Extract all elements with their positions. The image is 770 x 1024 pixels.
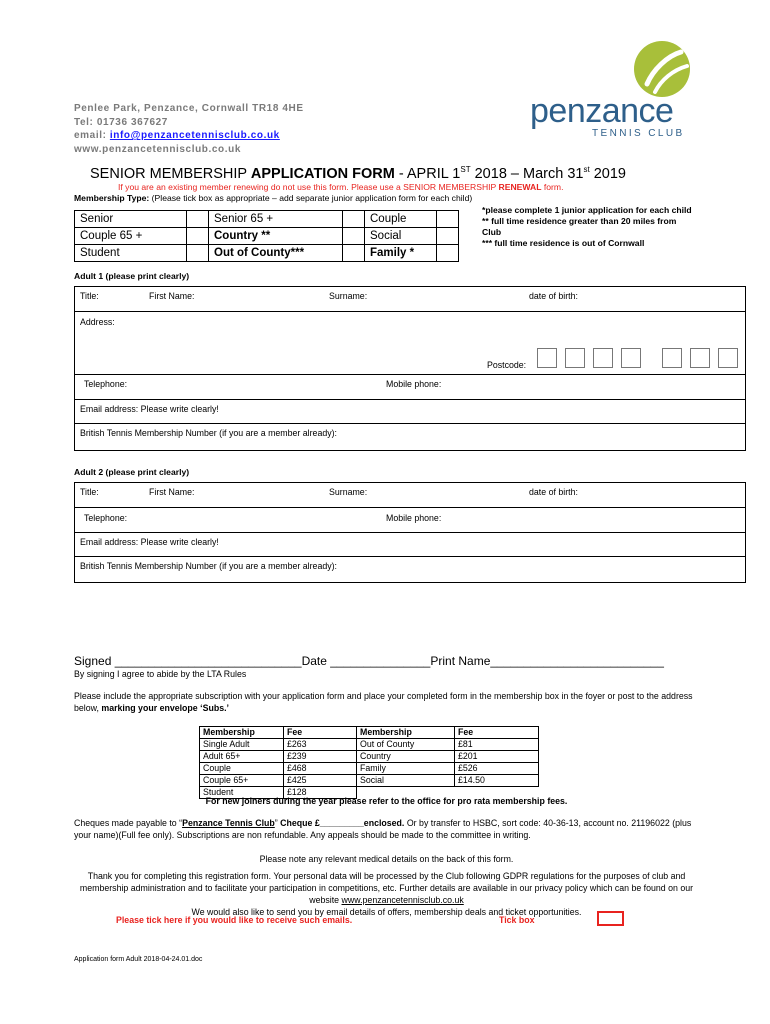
fees-row [200, 775, 539, 787]
type-student: Student [75, 245, 187, 262]
fee-type: Country [357, 751, 455, 763]
checkbox-senior[interactable] [187, 211, 209, 228]
page-title: SENIOR MEMBERSHIP APPLICATION FORM - APRIL 1ST 2018 – March 31st 2019 [90, 165, 626, 182]
adult2-telephone-label: Telephone: [84, 513, 128, 523]
fee-amount: £14.50 [455, 775, 539, 787]
checkbox-couple-65[interactable] [187, 228, 209, 245]
note-out-of-county: *** full time residence is out of Cornwall [482, 238, 645, 248]
email-opt-in-checkbox[interactable] [597, 911, 624, 926]
fee-amount: £81 [455, 739, 539, 751]
type-senior-65: Senior 65 + [209, 211, 343, 228]
type-couple: Couple [365, 211, 437, 228]
fees-row [200, 739, 539, 751]
fee-type: Single Adult [200, 739, 284, 751]
type-couple-65: Couple 65 + [75, 228, 187, 245]
fee-type: Out of County [357, 739, 455, 751]
type-family: Family * [365, 245, 437, 262]
medical-note: Please note any relevant medical details on the back of this form. [259, 854, 514, 864]
fee-type: Social [357, 775, 455, 787]
fees-row [200, 751, 539, 763]
fees-header-membership: Membership [200, 727, 284, 739]
signature-line[interactable]: Signed ____________________________Date _______________Print Name__________________________ [74, 654, 664, 668]
postcode-box-7[interactable] [718, 348, 738, 368]
club-telephone: Tel: 01736 367627 [74, 116, 168, 128]
adult2-heading: Adult 2 (please print clearly) [74, 467, 190, 477]
checkbox-couple[interactable] [437, 211, 459, 228]
fee-amount: £425 [284, 775, 357, 787]
subscription-instructions: Please include the appropriate subscription with your application form and place your completed form in the membership box in the foyer or post to the address below, marking your envelope ‘Subs.’ [74, 691, 693, 713]
email-opt-in-label: Please tick here if you would like to receive such emails. [116, 915, 353, 925]
fee-amount: £201 [455, 751, 539, 763]
fee-type: Adult 65+ [200, 751, 284, 763]
checkbox-social[interactable] [437, 228, 459, 245]
type-out-of-county: Out of County*** [209, 245, 343, 262]
checkbox-senior-65[interactable] [343, 211, 365, 228]
logo-wordmark: penzance [530, 92, 674, 130]
type-senior: Senior [75, 211, 187, 228]
postcode-box-2[interactable] [565, 348, 585, 368]
renewal-warning: If you are an existing member renewing do not use this form. Please use a SENIOR MEMBERSHIP RENEWAL form. [118, 182, 564, 192]
adult2-mobile-label: Mobile phone: [386, 513, 442, 523]
website-link[interactable]: www.penzancetennisclub.co.uk [341, 895, 464, 905]
note-junior: *please complete 1 junior application for each child [482, 205, 692, 215]
logo-subtitle: TENNIS CLUB [592, 128, 685, 139]
checkbox-family[interactable] [437, 245, 459, 262]
fee-type: Family [357, 763, 455, 775]
checkbox-out-of-county[interactable] [343, 245, 365, 262]
adult1-telephone-label: Telephone: [84, 379, 128, 389]
adult2-email-label: Email address: Please write clearly! [80, 537, 219, 547]
email-label: email: [74, 130, 110, 141]
adult1-form [74, 286, 746, 451]
adult2-surname-label: Surname: [329, 487, 368, 497]
adult2-dob-label: date of birth: [529, 487, 578, 497]
adult1-heading: Adult 1 (please print clearly) [74, 271, 190, 281]
adult1-mobile-label: Mobile phone: [386, 379, 442, 389]
adult2-first-name-label: First Name: [149, 487, 195, 497]
fee-type: Couple [200, 763, 284, 775]
adult2-title-label: Title: [80, 487, 99, 497]
checkbox-country[interactable] [343, 228, 365, 245]
fee-amount: £263 [284, 739, 357, 751]
adult1-email-label: Email address: Please write clearly! [80, 404, 219, 414]
gdpr-notice: Thank you for completing this registration form. Your personal data will be processed by the Club following GDPR regulations for the purposes of club and membership administration and to facilitate your participation in competitions, etc. Further details are available in our privacy policy which can be found on our website www.penzancetennisclub.co.uk We would also like to send you by email details of offers, membership deals and ticket opportunities. [79, 871, 694, 917]
postcode-box-5[interactable] [662, 348, 682, 368]
adult1-postcode-label: Postcode: [487, 360, 527, 370]
adult1-dob-label: date of birth: [529, 291, 578, 301]
fee-type: Student [200, 787, 284, 799]
adult1-title-label: Title: [80, 291, 99, 301]
tick-box-label: Tick box [499, 915, 535, 925]
club-email-line [74, 129, 304, 143]
note-country: ** full time residence greater than 20 miles from Club [482, 216, 677, 237]
fee-amount: £526 [455, 763, 539, 775]
adult2-btm-label: British Tennis Membership Number (if you are a member already): [80, 561, 337, 571]
fee-amount: £468 [284, 763, 357, 775]
payment-instructions: Cheques made payable to “Penzance Tennis Club” Cheque £_________enclosed. Or by transfer to HSBC, sort code: 40-36-13, account no. 21196022 (plus your name)(Full fee only). Subscriptions are non refundable. Any appeals should be made to the committee in writing. [74, 818, 692, 840]
checkbox-student[interactable] [187, 245, 209, 262]
tennis-ball-logo-icon [633, 40, 691, 98]
fees-header-membership-2: Membership [357, 727, 455, 739]
membership-type-instruction: Membership Type: (Please tick box as appropriate – add separate junior application form for each child) [74, 193, 473, 203]
fees-header-fee-2: Fee [455, 727, 539, 739]
adult1-address-label: Address: [80, 317, 115, 327]
lta-rules-note: By signing I agree to abide by the LTA Rules [74, 669, 247, 679]
fees-row [200, 763, 539, 775]
adult1-first-name-label: First Name: [149, 291, 195, 301]
membership-notes [482, 205, 692, 249]
contact-details [74, 102, 304, 156]
postcode-box-6[interactable] [690, 348, 710, 368]
postcode-box-3[interactable] [593, 348, 613, 368]
fee-amount: £239 [284, 751, 357, 763]
fee-amount: £128 [284, 787, 357, 799]
postcode-box-4[interactable] [621, 348, 641, 368]
postcode-box-1[interactable] [537, 348, 557, 368]
membership-type-table [74, 210, 459, 262]
adult1-surname-label: Surname: [329, 291, 368, 301]
adult2-form [74, 482, 746, 583]
club-address: Penlee Park, Penzance, Cornwall TR18 4HE [74, 103, 304, 114]
pro-rata-note: For new joiners during the year please refer to the office for pro rata membership fees. [205, 796, 568, 806]
club-website: www.penzancetennisclub.co.uk [74, 143, 242, 155]
club-email-link[interactable]: info@penzancetennisclub.co.uk [109, 130, 280, 141]
fees-header-fee: Fee [284, 727, 357, 739]
type-social: Social [365, 228, 437, 245]
adult1-btm-label: British Tennis Membership Number (if you are a member already): [80, 428, 337, 438]
fees-table [199, 726, 539, 799]
fee-type: Couple 65+ [200, 775, 284, 787]
document-footer: Application form Adult 2018-04-24.01.doc [74, 956, 203, 963]
type-country: Country ** [209, 228, 343, 245]
